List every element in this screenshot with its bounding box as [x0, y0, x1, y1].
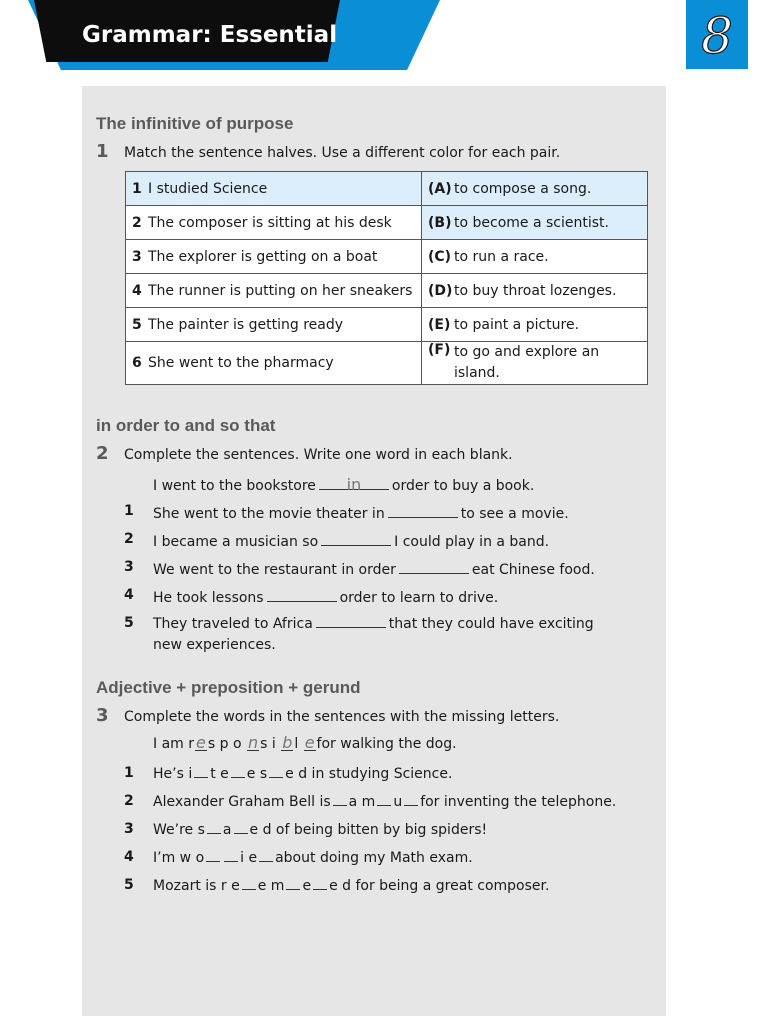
text-before: She went to the movie theater in	[153, 506, 385, 522]
letter-blank[interactable]	[313, 877, 327, 890]
table-row[interactable]	[126, 240, 648, 274]
unit-number: 8	[701, 7, 733, 65]
row-number: 6	[132, 355, 142, 371]
item-number: 3	[124, 559, 134, 575]
letter-blank[interactable]	[207, 821, 221, 834]
sentence-start: The explorer is getting on a boat	[148, 248, 378, 265]
sentence-end: to paint a picture.	[454, 316, 580, 333]
row-number: 3	[132, 248, 142, 265]
text-part: t e	[210, 766, 229, 782]
table-row[interactable]	[126, 206, 648, 240]
option-letter: (B)	[428, 214, 452, 231]
example-answer: in	[346, 475, 362, 494]
letter-blank[interactable]	[377, 793, 391, 806]
text-part: for inventing the telephone.	[420, 794, 617, 810]
matching-table	[125, 171, 648, 385]
exercise-number-3: 3	[96, 705, 109, 726]
exercise-number-1: 1	[96, 141, 109, 162]
text-part: for walking the dog.	[316, 736, 457, 752]
row-number: 5	[132, 316, 142, 333]
text-part: e d of being bitten by big spiders!	[249, 822, 488, 838]
letter-blank[interactable]	[224, 849, 238, 862]
text-part: e d in studying Science.	[285, 766, 453, 782]
sentence-end: to become a scientist.	[454, 214, 609, 231]
table-row[interactable]	[126, 274, 648, 308]
text-part: l	[294, 736, 299, 752]
table-row[interactable]	[126, 308, 648, 342]
text-before: They traveled to Africa	[153, 616, 313, 632]
text-part: a	[222, 822, 232, 838]
page-title: Grammar: Essential	[82, 22, 338, 48]
text-after: that they could have exciting new experiences.	[153, 616, 594, 653]
answer-blank[interactable]	[399, 559, 469, 574]
answer-blank[interactable]	[316, 613, 386, 628]
text-part: s i	[260, 736, 276, 752]
table-row[interactable]	[126, 342, 648, 385]
text-after: I could play in a band.	[394, 534, 550, 550]
section-title-adjective: Adjective + preposition + gerund	[96, 678, 361, 697]
option-letter: (E)	[428, 316, 451, 333]
example-letter: e	[196, 733, 206, 752]
answer-blank[interactable]	[319, 475, 389, 494]
text-before: He took lessons	[153, 590, 264, 606]
row-number: 4	[132, 282, 142, 299]
answer-blank[interactable]	[388, 503, 458, 518]
text-part: about doing my Math exam.	[275, 850, 473, 866]
text-before: I went to the bookstore	[153, 478, 316, 494]
exercise-instruction-1: Match the sentence halves. Use a different color for each pair.	[124, 145, 561, 161]
letter-blank[interactable]	[286, 877, 300, 890]
text-after: order to buy a book.	[391, 478, 535, 494]
text-part: e	[302, 878, 312, 894]
example-letter: b	[282, 733, 293, 752]
text-part: e d for being a great composer.	[329, 878, 550, 894]
section-title-infinitive: The infinitive of purpose	[96, 114, 294, 133]
letter-blank[interactable]	[269, 765, 283, 778]
text-after: to see a movie.	[460, 506, 569, 522]
exercise-number-2: 2	[96, 443, 109, 464]
letter-blank[interactable]	[206, 849, 220, 862]
item-number: 2	[124, 793, 134, 809]
text-part: e s	[246, 766, 268, 782]
sentence-end: to go and explore an island.	[454, 344, 600, 381]
item-number: 2	[124, 531, 134, 547]
letter-blank[interactable]	[234, 821, 248, 834]
option-letter: (C)	[428, 248, 452, 265]
letter-blank[interactable]	[242, 877, 256, 890]
example-letter: e	[304, 733, 315, 752]
text-after: order to learn to drive.	[339, 590, 499, 606]
text-part: I am r	[153, 736, 195, 752]
item-number: 5	[124, 877, 134, 893]
row-number: 2	[132, 214, 142, 231]
text-part: Mozart is r e	[153, 878, 240, 894]
sentence-start: The runner is putting on her sneakers	[148, 282, 413, 299]
item-number: 1	[124, 503, 134, 519]
letter-blank[interactable]	[194, 765, 208, 778]
option-letter: (A)	[428, 180, 452, 197]
answer-blank[interactable]	[321, 531, 391, 546]
item-number: 3	[124, 821, 134, 837]
option-letter: (F)	[428, 342, 451, 358]
sentence-start: She went to the pharmacy	[148, 355, 334, 371]
exercise-instruction-3: Complete the words in the sentences with the missing letters.	[124, 709, 560, 725]
text-part: a m	[348, 794, 376, 810]
option-letter: (D)	[428, 282, 453, 299]
item-number: 4	[124, 587, 134, 603]
item-number: 4	[124, 849, 134, 865]
item-number: 1	[124, 765, 134, 781]
exercise-instruction-2: Complete the sentences. Write one word in each blank.	[124, 447, 513, 463]
sentence-end: to compose a song.	[454, 180, 592, 197]
text-part: e m	[257, 878, 285, 894]
letter-blank[interactable]	[333, 793, 347, 806]
text-part: i e	[240, 850, 258, 866]
sentence-start: The painter is getting ready	[148, 316, 344, 333]
text-before: We went to the restaurant in order	[153, 562, 396, 578]
text-part: We’re s	[153, 822, 205, 838]
text-part: I’m w o	[153, 850, 205, 866]
text-part: s p o	[207, 736, 242, 752]
text-after: eat Chinese food.	[471, 562, 595, 578]
letter-blank[interactable]	[259, 849, 273, 862]
text-part: u	[393, 794, 403, 810]
text-part: He’s i	[153, 766, 193, 782]
letter-blank[interactable]	[231, 765, 245, 778]
item-number: 5	[124, 615, 134, 631]
example-letter: n	[247, 733, 259, 752]
text-part: Alexander Graham Bell is	[153, 794, 331, 810]
sentence-start: The composer is sitting at his desk	[148, 214, 392, 231]
letter-blank[interactable]	[404, 793, 418, 806]
sentence-start: I studied Science	[148, 180, 268, 197]
text-before: I became a musician so	[153, 534, 319, 550]
answer-blank[interactable]	[267, 587, 337, 602]
row-number: 1	[132, 180, 142, 197]
section-title-in-order-to: in order to and so that	[96, 416, 276, 435]
table-row[interactable]	[126, 172, 648, 206]
sentence-end: to buy throat lozenges.	[454, 282, 617, 299]
sentence-end: to run a race.	[454, 248, 549, 265]
